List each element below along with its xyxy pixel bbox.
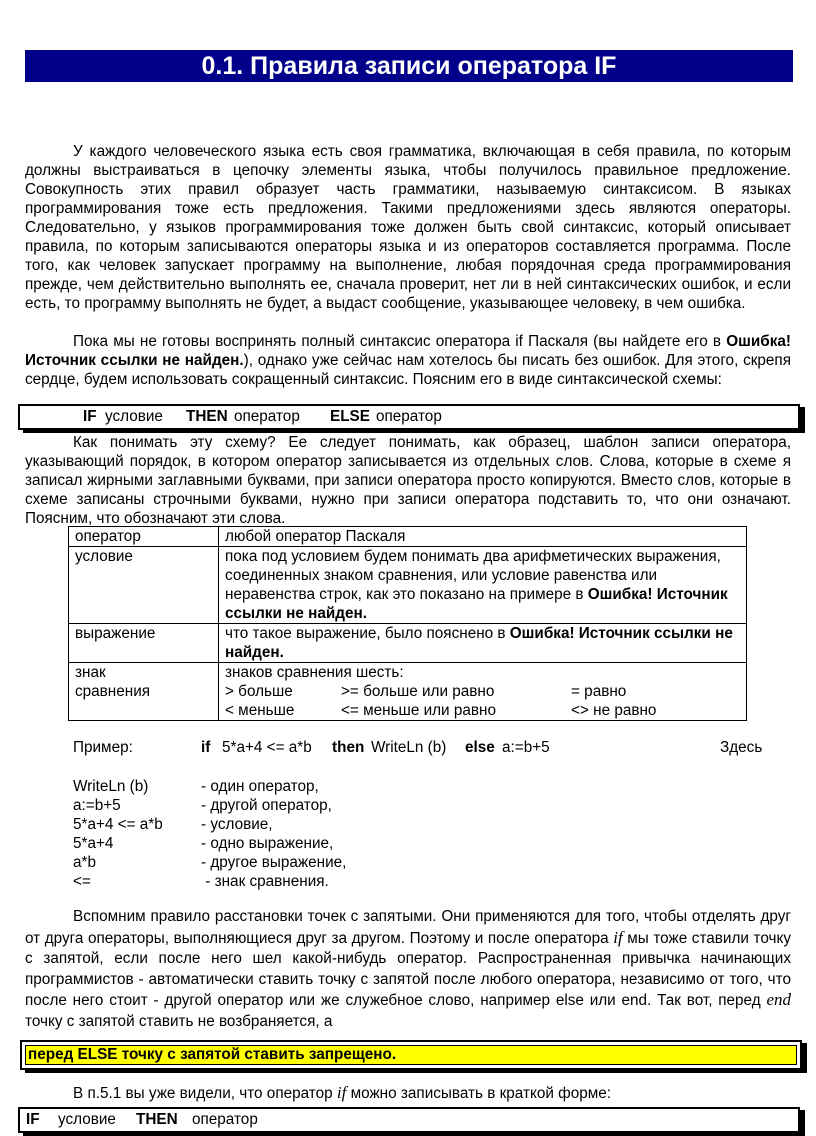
syntax-scheme-box (18, 404, 800, 430)
if-word-italic: if (336, 1083, 347, 1102)
table-term: выражение (69, 624, 219, 663)
example-label: Пример: (73, 739, 133, 756)
example-here: Здесь (720, 739, 763, 756)
table-definition: знаков сравнения шесть: > больше >= больше или равно = равно < меньше <= меньше или равно <> не равно (219, 663, 747, 721)
short-syntax-box (18, 1107, 800, 1133)
section-title: 0.1. Правила записи оператора IF (25, 50, 793, 82)
if-keyword: IF (26, 1111, 40, 1128)
table-term: знак сравнения (69, 663, 219, 721)
table-row (69, 624, 747, 663)
paragraph-semicolons: Вспомним правило расстановки точек с запятыми. Они применяются для того, чтобы отделять друг от друга операторы, выполняющиеся друг за другом. Поэтому и после оператора if мы тоже ставили точку с запятой, если после него шел какой-нибудь оператор. Распространенная привычка начинающих программистов - автоматически ставить точку с запятой после любого оператора, независимо от того, что после него стоит - другой оператор или же служебное слово, например else или end. Так вот, перед end точку с запятой ставить не возбраняется, а (25, 908, 791, 1030)
table-definition: что такое выражение, было пояснено в Ошибка! Источник ссылки не найден. (219, 624, 747, 663)
comparison-sign: <> не равно (571, 702, 657, 719)
warning-text: перед ELSE точку с запятой ставить запрещено. (25, 1045, 797, 1065)
paragraph-scheme-explanation: Как понимать эту схему? Ее следует понимать, как образец, шаблон записи оператора, указывающий порядок, в котором оператор записывается из отдельных слов. Слова, которые в схеме я записал жирными заглавными буквами, при записи оператора просто копируются. Вместо слов, которые в схеме записаны строчными буквами, нужно при записи оператора подставить то, что они означают. Поясним, что обозначают эти слова. (25, 434, 791, 527)
table-row (69, 547, 747, 624)
legend-term: a:=b+5 (73, 797, 121, 814)
then-keyword: THEN (186, 408, 228, 425)
paragraph-syntax-intro: Пока мы не готовы воспринять полный синтаксис оператора if Паскаля (вы найдете его в Ошибка! Источник ссылки не найден.), однако уже сейчас нам хотелось бы писать без ошибок. Для этого, скрепя сердце, будем использовать сокращенный синтаксис. Поясним его в виде синтаксической схемы: (25, 333, 791, 388)
paragraph-grammar: У каждого человеческого языка есть своя грамматика, включающая в себя правила, по которым должны выстраиваться в цепочку элементы языка, чтобы получилось правильное предложение. Совокупность этих правил образует часть грамматики, называемую синтаксисом. В языках программирования тоже есть предложения. Такими предложениями здесь являются операторы. Следовательно, у языков программирования тоже должен быть свой синтаксис, который описывает правила, по которым записываются операторы языка и из операторов составляется программа. После того, как человек запускает программу на выполнение, любая порядочная среда программирования прежде, чем действительно выполнять ее, сначала проверит, нет ли в ней синтаксических ошибок, и если есть, то программу выполнять не будет, а выдаст сообщение, указывающее человеку, в чем ошибка. (25, 143, 791, 312)
warning-box (20, 1040, 802, 1070)
table-definition: пока под условием будем понимать два арифметических выражения, соединенных знаком сравнения, или условие равенства или неравенства строк, как это показано на примере в Ошибка! Источник ссылки не найден. (219, 547, 747, 624)
broken-reference: Ошибка! Источник ссылки не найден. (225, 625, 733, 661)
table-term: условие (69, 547, 219, 624)
end-word-italic: end (766, 990, 791, 1009)
legend-desc: - одно выражение, (201, 835, 334, 852)
legend-desc: - знак сравнения. (201, 873, 329, 890)
comparison-sign: < меньше (225, 702, 295, 719)
paragraph-short-form: В п.5.1 вы уже видели, что оператор if можно записывать в краткой форме: (73, 1083, 612, 1102)
legend-term: 5*a+4 <= a*b (73, 816, 163, 833)
if-keyword: IF (83, 408, 97, 425)
example-statement: a:=b+5 (502, 739, 550, 756)
table-row (69, 663, 747, 721)
broken-reference: Ошибка! Источник ссылки не найден. (225, 586, 728, 622)
example-statement: WriteLn (b) (371, 739, 447, 756)
legend-desc: - другое выражение, (201, 854, 347, 871)
legend-desc: - другой оператор, (201, 797, 332, 814)
else-keyword: ELSE (330, 408, 370, 425)
legend-term: 5*a+4 (73, 835, 114, 852)
definitions-table (68, 526, 747, 721)
legend-term: a*b (73, 854, 96, 871)
then-keyword: then (332, 739, 365, 756)
table-definition: любой оператор Паскаля (219, 527, 747, 547)
if-word-italic: if (613, 927, 623, 947)
comparison-sign: > больше (225, 683, 293, 700)
example-condition: 5*a+4 <= a*b (222, 739, 312, 756)
condition-word: условие (105, 408, 163, 425)
table-row (69, 527, 747, 547)
else-keyword: else (465, 739, 495, 756)
legend-desc: - условие, (201, 816, 273, 833)
operator-word: оператор (234, 408, 300, 425)
if-keyword: if (201, 739, 211, 756)
comparison-sign: = равно (571, 683, 627, 700)
comparison-sign: <= меньше или равно (341, 702, 496, 719)
legend-term: WriteLn (b) (73, 778, 149, 795)
legend-desc: - один оператор, (201, 778, 319, 795)
broken-reference: Ошибка! Источник ссылки не найден. (25, 333, 791, 369)
operator-word: оператор (376, 408, 442, 425)
legend-term: <= (73, 873, 91, 890)
then-keyword: THEN (136, 1111, 178, 1128)
condition-word: условие (58, 1111, 116, 1128)
operator-word: оператор (192, 1111, 258, 1128)
comparison-sign: >= больше или равно (341, 683, 495, 700)
table-term: оператор (69, 527, 219, 547)
